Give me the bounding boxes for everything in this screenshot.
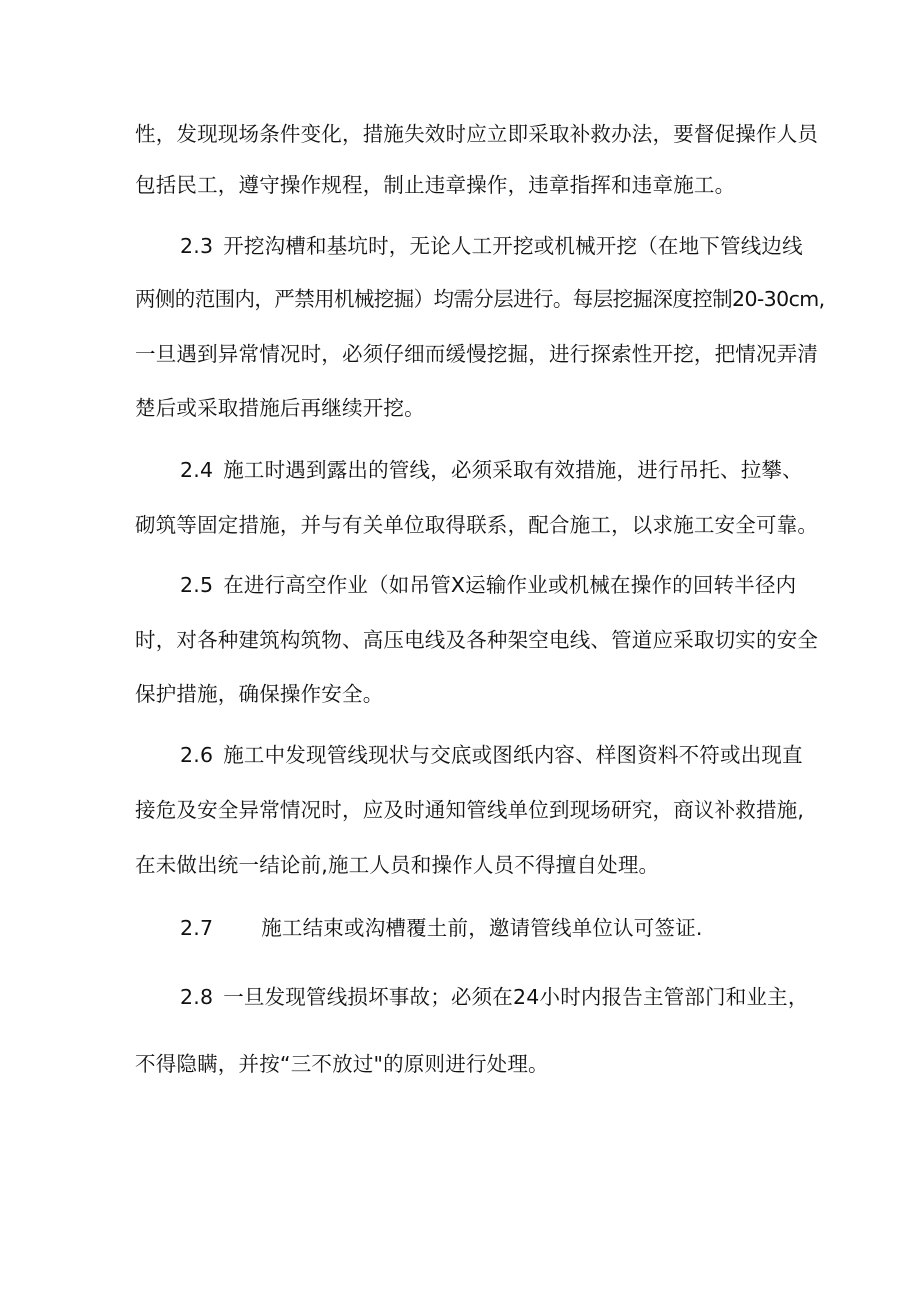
line-text: 施工结束或沟槽覆土前，邀请管线单位认可签证. bbox=[261, 916, 703, 940]
paragraph-line bbox=[180, 232, 840, 260]
line-text: 开挖沟槽和基坑时，无论人工开挖或机械开挖（在地下管线边线 bbox=[223, 234, 803, 258]
section-number: 2.7 bbox=[180, 916, 214, 940]
section-number: 2.4 bbox=[180, 458, 214, 482]
paragraph-line bbox=[180, 456, 840, 484]
line-text: 两侧的范围内，严禁用机械挖掘）均需分层进行。每层挖掘深度控制20-30cm, bbox=[135, 287, 825, 311]
paragraph-line bbox=[180, 983, 840, 1011]
paragraph-line bbox=[180, 571, 840, 599]
section-number: 2.8 bbox=[180, 985, 214, 1009]
paragraph-line bbox=[135, 171, 795, 199]
line-text: 包括民工，遵守操作规程，制止违章操作，违章指挥和违章施工。 bbox=[135, 173, 736, 197]
line-text: 施工时遇到露出的管线，必须采取有效措施，进行吊托、拉攀、 bbox=[223, 458, 803, 482]
paragraph-line bbox=[180, 741, 840, 769]
paragraph-line bbox=[135, 511, 819, 539]
section-number: 2.5 bbox=[180, 573, 214, 597]
line-text: 一旦发现管线损坏事故；必须在24小时内报告主管部门和业主， bbox=[223, 985, 809, 1009]
line-text: 性，发现现场条件变化，措施失效时应立即采取补救办法，要督促操作人员 bbox=[135, 122, 819, 146]
paragraph-line bbox=[135, 1050, 795, 1078]
paragraph-line bbox=[135, 626, 819, 654]
line-text: 楚后或采取措施后再继续开挖。 bbox=[135, 396, 425, 420]
line-text: 一旦遇到异常情况时，必须仔细而缓慢挖掘，进行探索性开挖，把情况弄清 bbox=[135, 342, 819, 366]
line-text: 在未做出统一结论前,施工人员和操作人员不得擅自处理。 bbox=[135, 853, 660, 877]
line-text: 不得隐瞒，并按“三不放过"的原则进行处理。 bbox=[135, 1052, 549, 1076]
section-number: 2.6 bbox=[180, 743, 214, 767]
paragraph-line bbox=[135, 796, 805, 824]
line-text: 接危及安全异常情况时，应及时通知管线单位到现场研究，商议补救措施, bbox=[135, 798, 805, 822]
line-text: 施工中发现管线现状与交底或图纸内容、样图资料不符或出现直 bbox=[223, 743, 803, 767]
paragraph-line bbox=[180, 914, 840, 942]
paragraph-line bbox=[135, 340, 819, 368]
line-text: 在进行高空作业（如吊管X运输作业或机械在操作的回转半径内 bbox=[223, 573, 797, 597]
line-text: 砌筑等固定措施，并与有关单位取得联系，配合施工，以求施工安全可靠。 bbox=[135, 513, 819, 537]
paragraph-line bbox=[135, 394, 795, 422]
paragraph-line bbox=[135, 680, 795, 708]
paragraph-line bbox=[135, 851, 795, 879]
paragraph-line bbox=[135, 285, 825, 313]
line-text: 保护措施，确保操作安全。 bbox=[135, 682, 384, 706]
section-number: 2.3 bbox=[180, 234, 214, 258]
line-text: 时，对各种建筑构筑物、高压电线及各种架空电线、管道应采取切实的安全 bbox=[135, 628, 819, 652]
paragraph-line bbox=[135, 120, 819, 148]
